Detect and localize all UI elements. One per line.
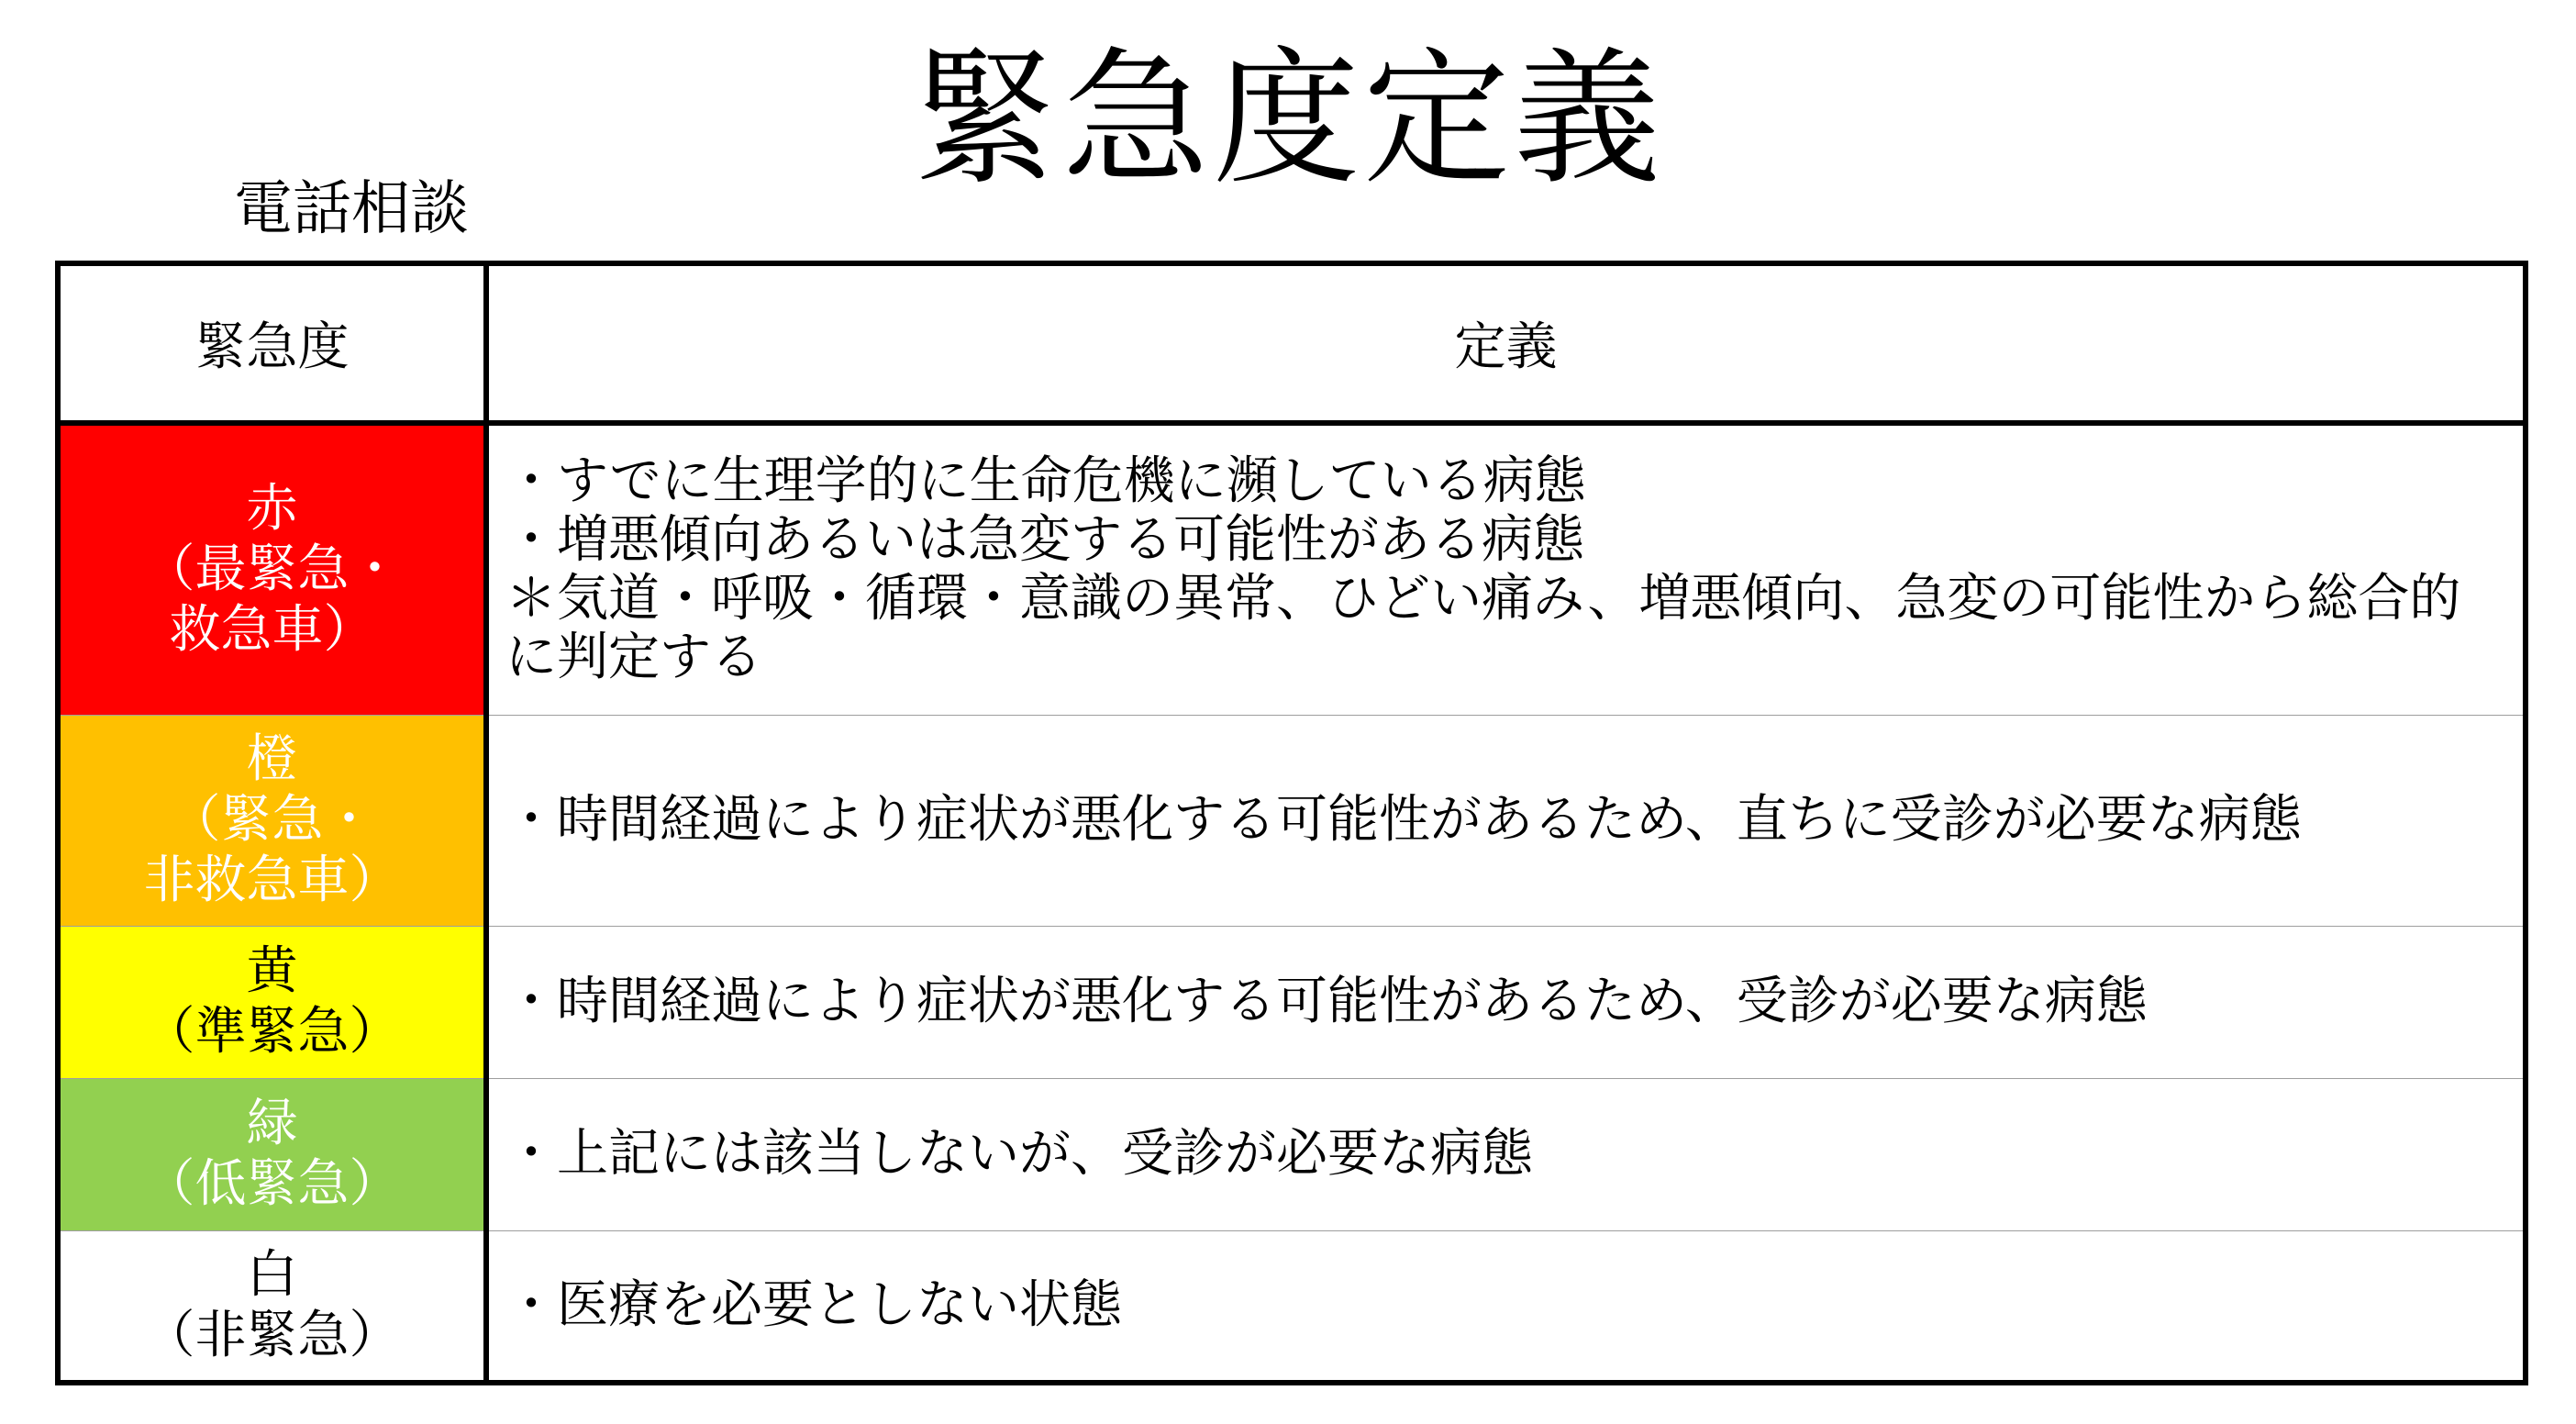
table-row-orange <box>58 715 2526 926</box>
table-row-yellow <box>58 926 2526 1078</box>
definition-cell <box>486 1078 2526 1230</box>
urgency-level-cell <box>58 715 486 926</box>
urgency-level-sub: （低緊急） <box>143 1154 401 1214</box>
definition-line: ・すでに生理学的に生命危機に瀕している病態 <box>505 451 1586 512</box>
urgency-level-sub: （最緊急・ 救急車） <box>143 540 401 661</box>
definition-cell <box>486 423 2526 715</box>
urgency-level-name: 白 <box>246 1244 298 1305</box>
urgency-level-sub: （緊急・ 非救急車） <box>143 790 401 910</box>
urgency-level-name: 黄 <box>246 941 298 1001</box>
definition-cell <box>486 1230 2526 1383</box>
table-row-green <box>58 1078 2526 1230</box>
header-definition: 定義 <box>486 263 2526 423</box>
urgency-level-sub: （準緊急） <box>143 1002 401 1062</box>
header-urgency: 緊急度 <box>58 263 486 423</box>
section-subtitle: 電話相談 <box>234 175 469 243</box>
urgency-level-name: 緑 <box>246 1094 298 1153</box>
urgency-level-cell <box>58 1230 486 1383</box>
urgency-level-cell <box>58 423 486 715</box>
definition-line: ・増悪傾向あるいは急変する可能性がある病態 <box>505 510 1584 571</box>
table-row-red <box>58 423 2526 715</box>
definition-line: ・上記には該当しないが、受診が必要な病態 <box>505 1124 1533 1184</box>
definition-line: ・時間経過により症状が悪化する可能性があるため、直ちに受診が必要な病態 <box>505 790 2302 850</box>
urgency-level-cell <box>58 926 486 1078</box>
definition-cell <box>486 926 2526 1078</box>
urgency-level-name: 橙 <box>246 729 298 789</box>
table-row-white <box>58 1230 2526 1383</box>
definition-cell <box>486 715 2526 926</box>
urgency-level-sub: （非緊急） <box>143 1305 401 1365</box>
definition-line: ・時間経過により症状が悪化する可能性があるため、受診が必要な病態 <box>505 972 2148 1031</box>
page-title: 緊急度定義 <box>911 33 1664 205</box>
urgency-level-cell <box>58 1078 486 1230</box>
table-header-row <box>58 263 2526 423</box>
definition-line: ・医療を必要としない状態 <box>505 1274 1122 1335</box>
urgency-level-name: 赤 <box>246 479 298 540</box>
definition-line: ＊気道・呼吸・循環・意識の異常、ひどい痛み、増悪傾向、急変の可能性から総合的に判定する <box>505 569 2461 688</box>
urgency-definition-table <box>55 261 2528 1385</box>
